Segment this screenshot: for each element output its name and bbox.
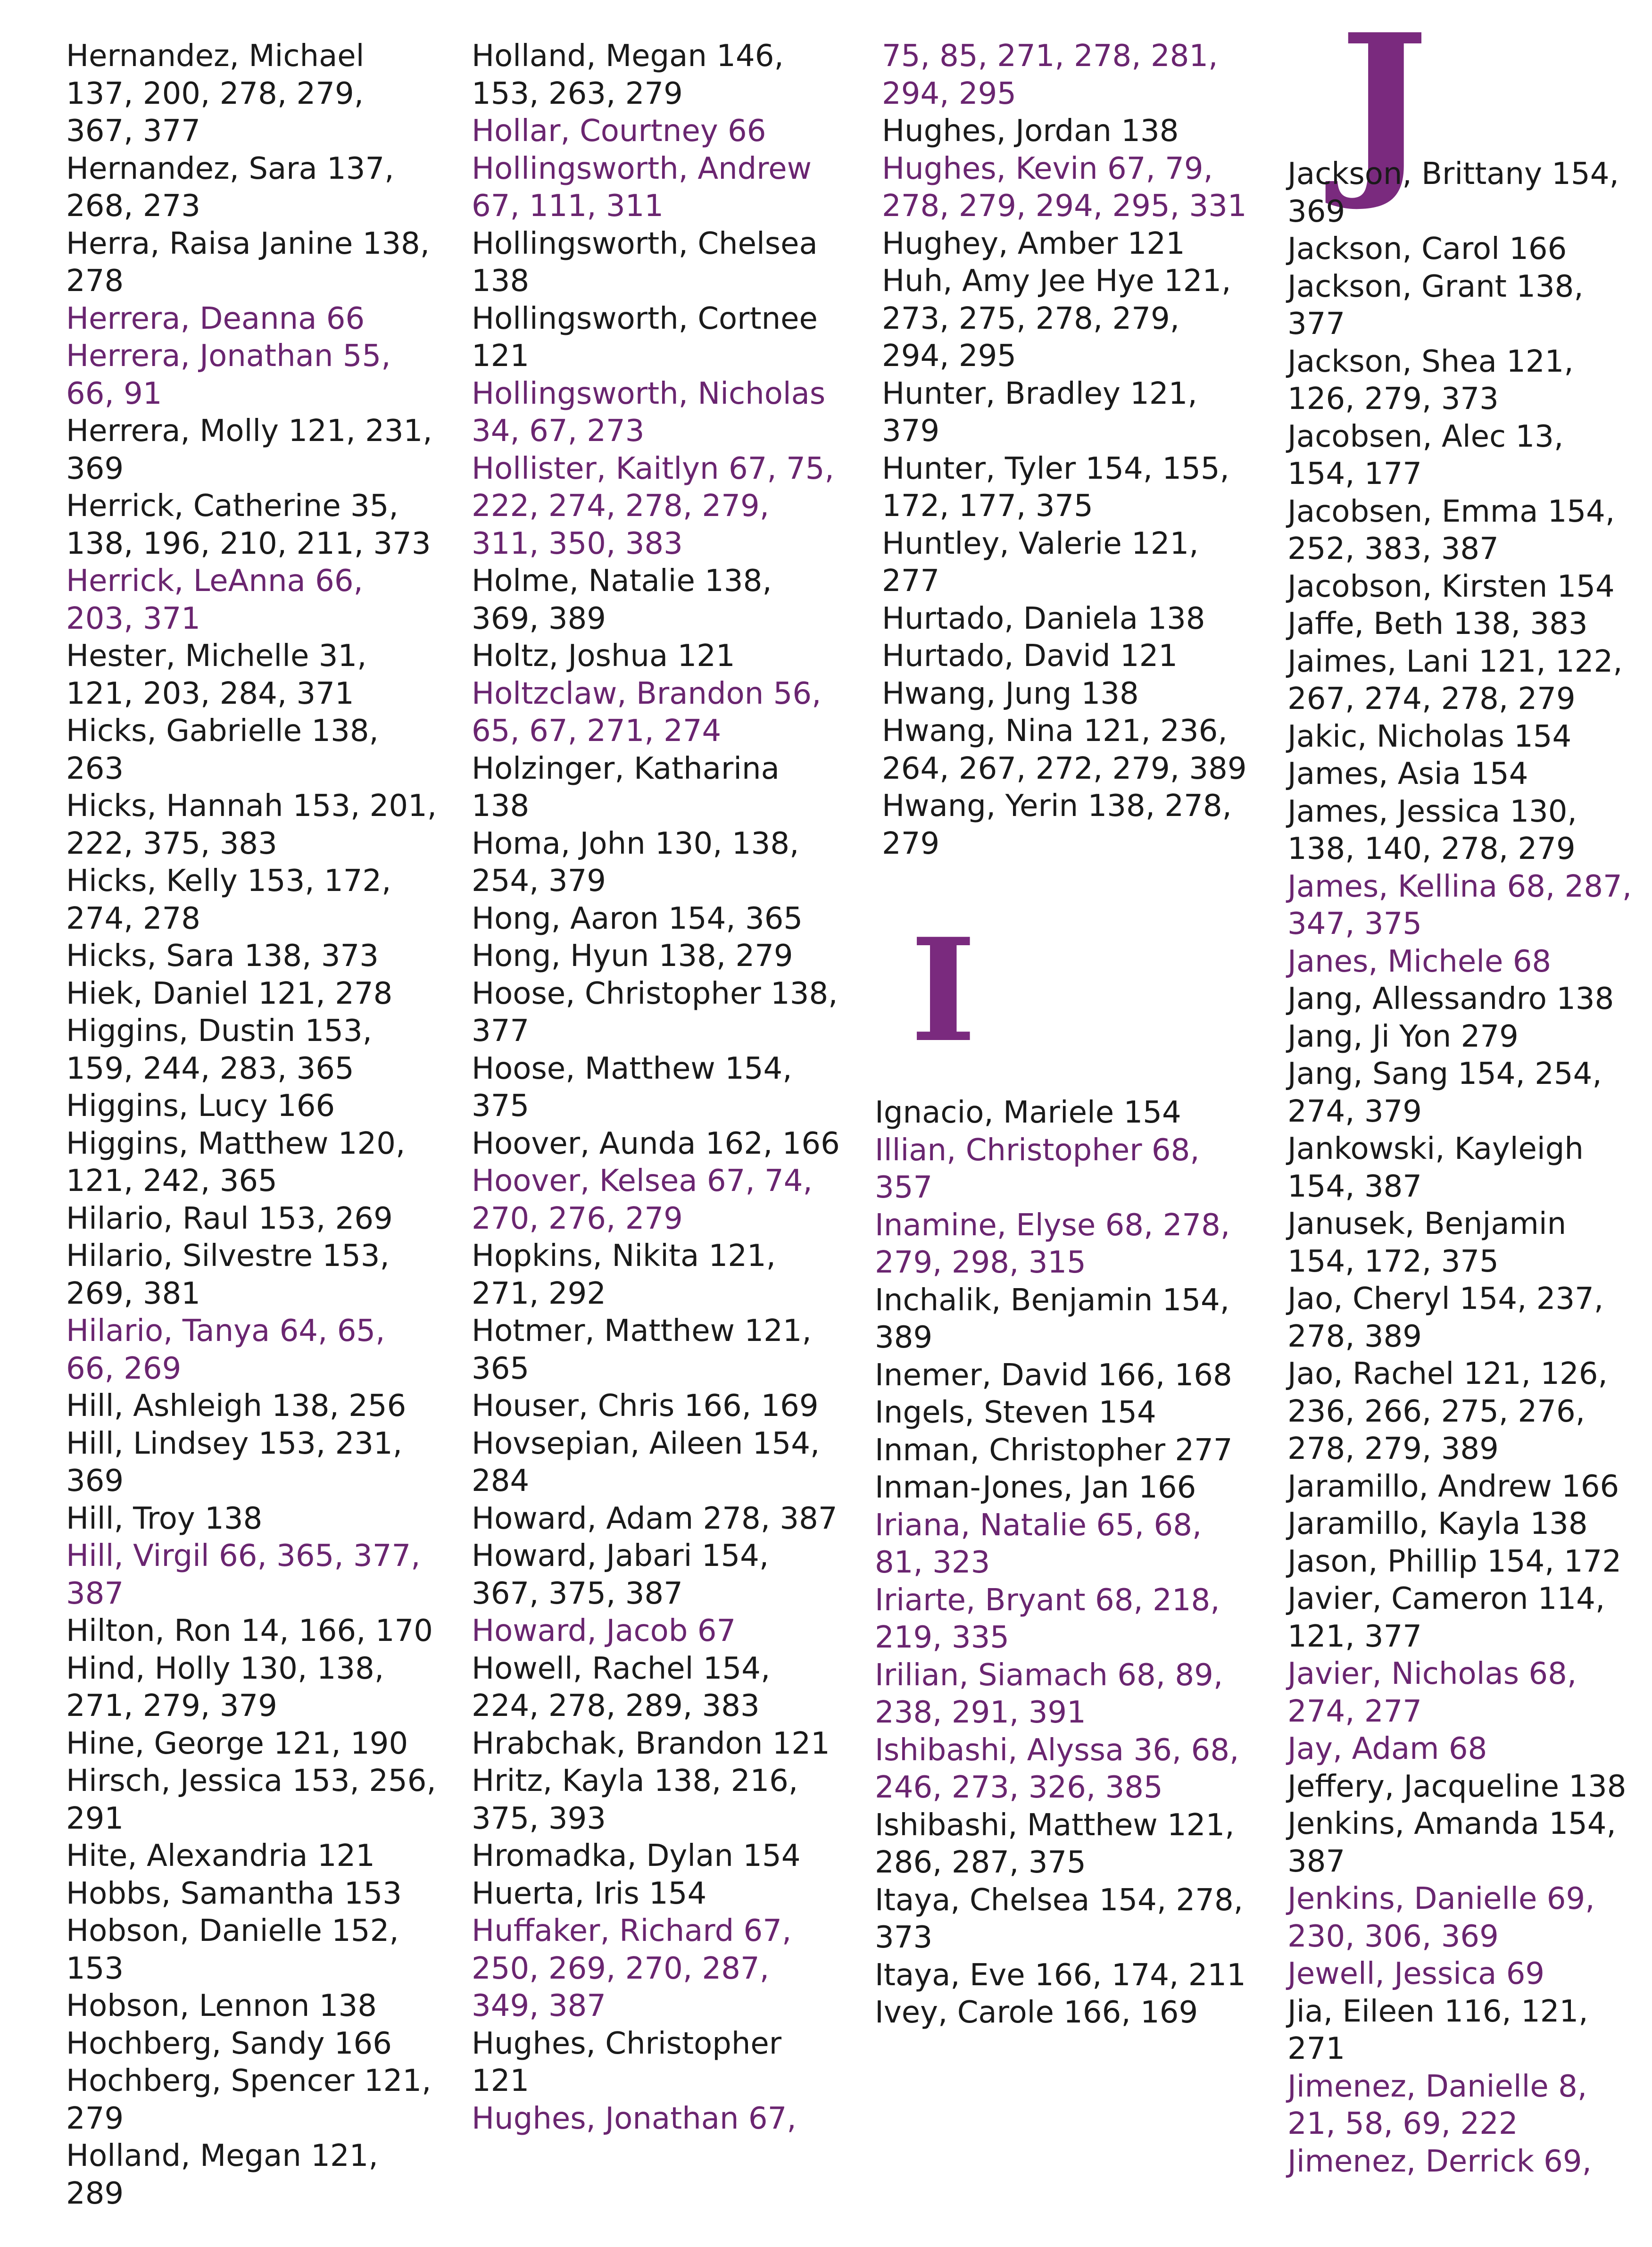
index-entry: Hill, Troy 138 (66, 1501, 263, 1536)
index-entry: Herrick, Catherine 35, 138, 196, 210, 211, 373 (66, 489, 431, 561)
index-entry: Jacobsen, Alec 13, 154, 177 (1287, 419, 1564, 491)
index-entry: Inamine, Elyse 68, 278, 279, 298, 315 (875, 1207, 1230, 1280)
index-entry: Javier, Cameron 114, 121, 377 (1287, 1581, 1605, 1654)
index-entry: Hill, Ashleigh 138, 256 (66, 1389, 407, 1423)
index-entry: Homa, John 130, 138, 254, 379 (472, 826, 799, 899)
index-entry: Holtzclaw, Brandon 56, 65, 67, 271, 274 (472, 676, 822, 749)
index-entry: Hochberg, Spencer 121, 279 (66, 2064, 432, 2136)
index-entry: Hunter, Tyler 154, 155, 172, 177, 375 (882, 451, 1229, 524)
index-entry: Itaya, Eve 166, 174, 211 (875, 1957, 1246, 1993)
index-entry: Hoover, Aunda 162, 166 (472, 1126, 840, 1161)
index-entry: Hughey, Amber 121 (882, 226, 1185, 261)
index-entry: Hollister, Kaitlyn 67, 75, 222, 274, 278, 279, 311, 350, 383 (472, 451, 834, 561)
index-column-3 (882, 38, 1254, 863)
index-entry: Iriana, Natalie 65, 68, 81, 323 (875, 1507, 1202, 1580)
index-entry: Inman, Christopher 277 (875, 1432, 1233, 1468)
index-entry: Hughes, Jordan 138 (882, 114, 1179, 149)
index-entry: Jimenez, Derrick 69, (1287, 2144, 1592, 2179)
index-entry: Hiek, Daniel 121, 278 (66, 976, 393, 1011)
index-entry: Jankowski, Kayleigh 154, 387 (1287, 1132, 1584, 1204)
index-column-3-i-section (875, 1094, 1247, 2032)
index-entry: Hughes, Jonathan 67, (472, 2101, 797, 2136)
index-entry: Ivey, Carole 166, 169 (875, 1995, 1198, 2030)
index-entry: Hilario, Raul 153, 269 (66, 1201, 393, 1236)
index-entry: Herra, Raisa Janine 138, 278 (66, 226, 430, 299)
index-entry: Howard, Jabari 154, 367, 375, 387 (472, 1539, 769, 1611)
index-entry: Hollingsworth, Chelsea 138 (472, 226, 818, 299)
index-entry: Houser, Chris 166, 169 (472, 1389, 819, 1423)
index-entry: Hong, Hyun 138, 279 (472, 939, 793, 974)
index-entry: Hughes, Kevin 67, 79, 278, 279, 294, 295, 331 (882, 151, 1247, 224)
index-column-4 (1287, 156, 1636, 2180)
index-entry: Jenkins, Amanda 154, 387 (1287, 1806, 1616, 1879)
index-entry: Higgins, Matthew 120, 121, 242, 365 (66, 1126, 406, 1198)
index-entry: James, Jessica 130, 138, 140, 278, 279 (1287, 794, 1577, 866)
index-entry: Jason, Phillip 154, 172 (1287, 1544, 1622, 1579)
index-entry: Hughes, Christopher 121 (472, 2026, 782, 2098)
index-entry: Ishibashi, Matthew 121, 286, 287, 375 (875, 1807, 1235, 1880)
index-entry: Jaffe, Beth 138, 383 (1287, 607, 1588, 641)
index-entry: Hromadka, Dylan 154 (472, 1839, 801, 1873)
index-entry: Hobson, Lennon 138 (66, 1989, 377, 2023)
index-entry: Hernandez, Michael 137, 200, 278, 279, 367, 377 (66, 39, 365, 149)
index-entry: Hwang, Jung 138 (882, 676, 1139, 711)
index-entry: James, Asia 154 (1287, 757, 1528, 791)
index-entry: Huerta, Iris 154 (472, 1876, 707, 1911)
index-entry: Janusek, Benjamin 154, 172, 375 (1287, 1207, 1567, 1279)
index-entry: Javier, Nicholas 68, 274, 277 (1287, 1656, 1577, 1729)
index-entry: Herrick, LeAnna 66, 203, 371 (66, 564, 363, 636)
index-entry: Jackson, Grant 138, 377 (1287, 269, 1584, 341)
index-entry: Hollingsworth, Cortnee 121 (472, 301, 818, 374)
index-entry: Howard, Adam 278, 387 (472, 1501, 838, 1536)
index-entry: Hochberg, Sandy 166 (66, 2026, 392, 2061)
index-entry: Irilian, Siamach 68, 89, 238, 291, 391 (875, 1657, 1223, 1730)
index-column-1 (66, 38, 439, 2213)
index-entry: Huh, Amy Jee Hye 121, 273, 275, 278, 279, 294, 295 (882, 264, 1231, 374)
index-entry: Janes, Michele 68 (1287, 944, 1552, 979)
index-entry: Hite, Alexandria 121 (66, 1839, 375, 1873)
index-entry: Jaramillo, Kayla 138 (1287, 1506, 1588, 1541)
index-entry: Jimenez, Danielle 8, 21, 58, 69, 222 (1287, 2069, 1587, 2141)
index-entry: Jay, Adam 68 (1287, 1731, 1487, 1766)
index-entry: Hovsepian, Aileen 154, 284 (472, 1426, 820, 1498)
index-entry: Holland, Megan 146, 153, 263, 279 (472, 39, 784, 111)
index-entry: Holland, Megan 121, 289 (66, 2139, 378, 2211)
index-entry: Hernandez, Sara 137, 268, 273 (66, 151, 394, 224)
index-entry: Howard, Jacob 67 (472, 1614, 736, 1648)
index-entry: Jewell, Jessica 69 (1287, 1956, 1545, 1991)
index-entry: Ishibashi, Alyssa 36, 68, 246, 273, 326, 385 (875, 1732, 1239, 1805)
index-entry: Hoover, Kelsea 67, 74, 270, 276, 279 (472, 1164, 813, 1236)
index-entry: Hoose, Matthew 154, 375 (472, 1051, 792, 1124)
index-entry: Jeffery, Jacqueline 138 (1287, 1769, 1627, 1804)
index-entry: Holzinger, Katharina 138 (472, 751, 780, 824)
index-entry: Hurtado, Daniela 138 (882, 601, 1205, 636)
index-entry: Herrera, Deanna 66 (66, 301, 365, 336)
index-entry: Illian, Christopher 68, 357 (875, 1132, 1200, 1205)
index-entry: Ingels, Steven 154 (875, 1395, 1156, 1430)
index-entry: Higgins, Dustin 153, 159, 244, 283, 365 (66, 1014, 372, 1086)
index-entry: Hicks, Sara 138, 373 (66, 939, 379, 974)
index-entry: Holtz, Joshua 121 (472, 639, 735, 674)
index-entry: Huntley, Valerie 121, 277 (882, 526, 1199, 599)
index-entry: Hill, Lindsey 153, 231, 369 (66, 1426, 403, 1498)
index-entry: Hilton, Ron 14, 166, 170 (66, 1614, 433, 1648)
index-entry: Hind, Holly 130, 138, 271, 279, 379 (66, 1651, 384, 1723)
index-entry: Hicks, Hannah 153, 201, 222, 375, 383 (66, 789, 437, 861)
index-entry: Holme, Natalie 138, 369, 389 (472, 564, 772, 636)
index-entry: Inman-Jones, Jan 166 (875, 1470, 1196, 1505)
index-entry: Jao, Rachel 121, 126, 236, 266, 275, 276, 278, 279, 389 (1287, 1357, 1608, 1466)
index-entry: Jang, Allessandro 138 (1287, 982, 1614, 1016)
index-entry: Jacobsen, Emma 154, 252, 383, 387 (1287, 494, 1615, 566)
index-entry: Hilario, Tanya 64, 65, 66, 269 (66, 1314, 385, 1386)
index-entry: Hwang, Yerin 138, 278, 279 (882, 789, 1232, 861)
index-entry: Hotmer, Matthew 121, 365 (472, 1314, 812, 1386)
index-entry: Howell, Rachel 154, 224, 278, 289, 383 (472, 1651, 771, 1723)
index-entry: Jang, Sang 154, 254, 274, 379 (1287, 1057, 1602, 1129)
index-entry: Hicks, Gabrielle 138, 263 (66, 714, 379, 786)
index-entry: Huffaker, Richard 67, 250, 269, 270, 287, 349, 387 (472, 1914, 792, 2023)
index-entry: Hollingsworth, Andrew 67, 111, 311 (472, 151, 812, 224)
index-entry: Hritz, Kayla 138, 216, 375, 393 (472, 1764, 798, 1836)
index-entry: Hrabchak, Brandon 121 (472, 1726, 830, 1761)
index-entry: Hoose, Christopher 138, 377 (472, 976, 838, 1049)
index-entry: Hobbs, Samantha 153 (66, 1876, 402, 1911)
section-letter-j: J (1339, 0, 1429, 215)
index-entry: Inchalik, Benjamin 154, 389 (875, 1282, 1230, 1355)
index-entry: Jang, Ji Yon 279 (1287, 1019, 1519, 1054)
index-entry: Jao, Cheryl 154, 237, 278, 389 (1287, 1282, 1604, 1354)
index-entry: Hollingsworth, Nicholas 34, 67, 273 (472, 376, 826, 449)
index-entry: Hirsch, Jessica 153, 256, 291 (66, 1764, 436, 1836)
index-entry: Inemer, David 166, 168 (875, 1357, 1232, 1393)
index-entry: Hicks, Kelly 153, 172, 274, 278 (66, 864, 391, 936)
index-entry: Higgins, Lucy 166 (66, 1089, 335, 1124)
index-entry: Jakic, Nicholas 154 (1287, 719, 1572, 754)
index-entry: Hine, George 121, 190 (66, 1726, 408, 1761)
index-entry: Hopkins, Nikita 121, 271, 292 (472, 1239, 776, 1311)
index-entry: Jacobson, Kirsten 154 (1287, 569, 1615, 604)
index-entry: Jaimes, Lani 121, 122, 267, 274, 278, 279 (1287, 644, 1623, 716)
section-letter-i: I (910, 907, 977, 1074)
index-entry: Jia, Eileen 116, 121, 271 (1287, 1994, 1588, 2066)
index-entry: Ignacio, Mariele 154 (875, 1095, 1181, 1130)
index-column-2 (472, 38, 844, 2138)
index-entry: 75, 85, 271, 278, 281, 294, 295 (882, 39, 1218, 111)
index-entry: Hong, Aaron 154, 365 (472, 901, 803, 936)
index-entry: Jackson, Carol 166 (1287, 232, 1567, 266)
index-entry: Hester, Michelle 31, 121, 203, 284, 371 (66, 639, 367, 711)
index-entry: Itaya, Chelsea 154, 278, 373 (875, 1882, 1243, 1955)
index-entry: Jaramillo, Andrew 166 (1287, 1469, 1619, 1504)
index-entry: James, Kellina 68, 287, 347, 375 (1287, 869, 1632, 941)
index-entry: Iriarte, Bryant 68, 218, 219, 335 (875, 1582, 1220, 1655)
index-entry: Herrera, Jonathan 55, 66, 91 (66, 339, 391, 411)
index-entry: Hwang, Nina 121, 236, 264, 267, 272, 279, 389 (882, 714, 1247, 786)
index-entry: Jackson, Brittany 154, 369 (1287, 157, 1619, 229)
index-entry: Jackson, Shea 121, 126, 279, 373 (1287, 344, 1574, 416)
index-entry: Jenkins, Danielle 69, 230, 306, 369 (1287, 1881, 1595, 1954)
index-entry: Hobson, Danielle 152, 153 (66, 1914, 399, 1986)
index-entry: Hurtado, David 121 (882, 639, 1178, 674)
index-entry: Hill, Virgil 66, 365, 377, 387 (66, 1539, 421, 1611)
index-entry: Hollar, Courtney 66 (472, 114, 766, 149)
index-entry: Hilario, Silvestre 153, 269, 381 (66, 1239, 390, 1311)
index-entry: Hunter, Bradley 121, 379 (882, 376, 1197, 449)
index-entry: Herrera, Molly 121, 231, 369 (66, 414, 432, 486)
